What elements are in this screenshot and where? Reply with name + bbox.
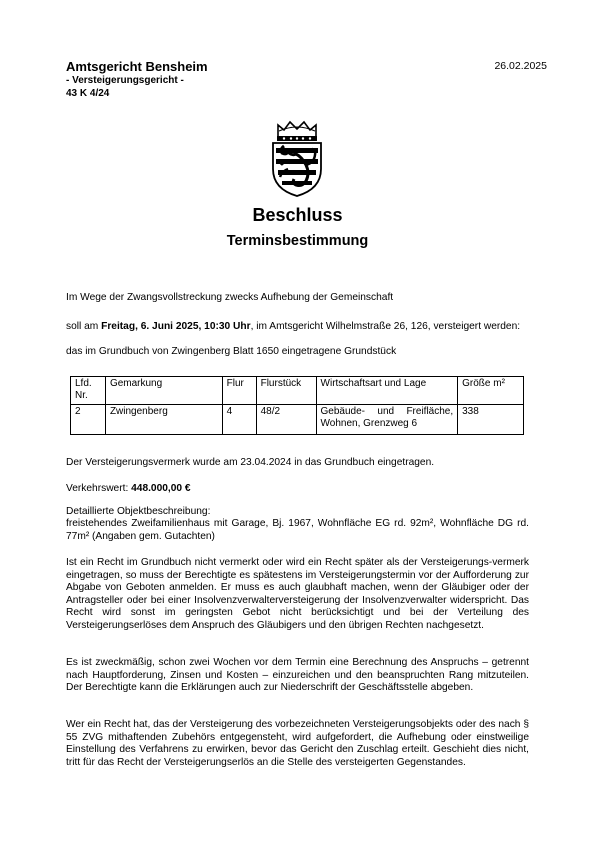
header-cell: Wirtschaftsart und Lage	[316, 377, 458, 405]
header-cell: Flurstück	[256, 377, 316, 405]
header-cell: Flur	[222, 377, 256, 405]
auction-date-time: Freitag, 6. Juni 2025, 10:30 Uhr	[101, 321, 251, 332]
court-department: - Versteigerungsgericht -	[66, 75, 184, 86]
court-department-block	[66, 74, 184, 100]
auction-location: , im Amtsgericht Wilhelmstraße 26, 126, versteigert werden:	[250, 321, 521, 332]
court-name: Amtsgericht Bensheim	[66, 59, 208, 74]
document-title: Beschluss	[252, 205, 343, 225]
market-value	[66, 483, 529, 496]
table-cell: Gebäude- und Freifläche, Wohnen, Grenzweg 6	[316, 405, 458, 435]
file-number: 43 K 4/24	[66, 88, 110, 99]
document-date: 26.02.2025	[494, 60, 547, 72]
table-header-row	[71, 377, 524, 405]
auction-prefix: soll am	[66, 321, 102, 332]
intro-text: Im Wege der Zwangsvollstreckung zwecks Aufhebung der Gemeinschaft	[66, 292, 394, 303]
header-cell: Größe m²	[458, 377, 524, 405]
market-value-amount: 448.000,00 €	[131, 483, 191, 494]
table-cell: 338	[458, 405, 524, 435]
market-value-label: Verkehrswert:	[66, 483, 132, 494]
notice-paragraph-1: Ist ein Recht im Grundbuch nicht vermerkt oder wird ein Recht später als der Versteigerungs-vermerk eingetragen, so muss der Berechtigte es spätestens im Versteigerungstermin vor der Aufforderung zur Abgabe von Geboten anmelden. Er muss es auch glaubhaft machen, wenn der Gläubiger oder der Antragsteller oder bei einer Insolvenzverwalterversteigerung der Insolvenzverwalter widerspricht. Das Recht wird sonst im geringsten Gebot nicht berücksichtigt und bei der Verteilung des Versteigerungserlöses dem Anspruch des Gläubigers und den übrigen Rechten nachgesetzt.	[66, 557, 529, 631]
table-cell: 2	[71, 405, 106, 435]
table-row	[71, 405, 524, 435]
property-table	[70, 376, 524, 435]
table-cell: Zwingenberg	[105, 405, 222, 435]
description-text: freistehendes Zweifamilienhaus mit Garage, Bj. 1967, Wohnfläche EG rd. 92m², Wohnfläche DG rd. 77m² (Angaben gem. Gutachten)	[66, 518, 529, 542]
header-cell: Gemarkung	[105, 377, 222, 405]
description-label: Detaillierte Objektbeschreibung:	[66, 506, 211, 517]
notice-paragraph-2: Es ist zweckmäßig, schon zwei Wochen vor dem Termin eine Berechnung des Anspruchs – getrennt nach Hauptforderung, Zinsen und Kosten – einzureichen und den beanspruchten Rang mitzuteilen. Der Berechtigte kann die Erklärungen auch zur Niederschrift der Geschäftsstelle abgeben.	[66, 657, 529, 694]
property-line: das im Grundbuch von Zwingenberg Blatt 1650 eingetragene Grundstück	[66, 346, 397, 357]
table-cell: 4	[222, 405, 256, 435]
hessen-coat-of-arms-icon	[266, 119, 328, 197]
notice-paragraph-3: Wer ein Recht hat, das der Versteigerung des vorbezeichneten Versteigerungsobjekts oder des nach § 55 ZVG mithaftenden Zubehörs entgegensteht, wird aufgefordert, die Aufhebung oder einstweilige Einstellung des Verfahrens zu erwirken, bevor das Gericht den Zuschlag erteilt. Geschieht dies nicht, tritt für das Recht der Versteigerungserlös an die Stelle des versteigerten Gegenstandes.	[66, 719, 529, 768]
registration-note: Der Versteigerungsvermerk wurde am 23.04.2024 in das Grundbuch eingetragen.	[66, 457, 435, 468]
document-subtitle: Terminsbestimmung	[226, 233, 369, 249]
auction-paragraph	[66, 321, 529, 334]
table-cell: 48/2	[256, 405, 316, 435]
header-cell: Lfd. Nr.	[71, 377, 106, 405]
